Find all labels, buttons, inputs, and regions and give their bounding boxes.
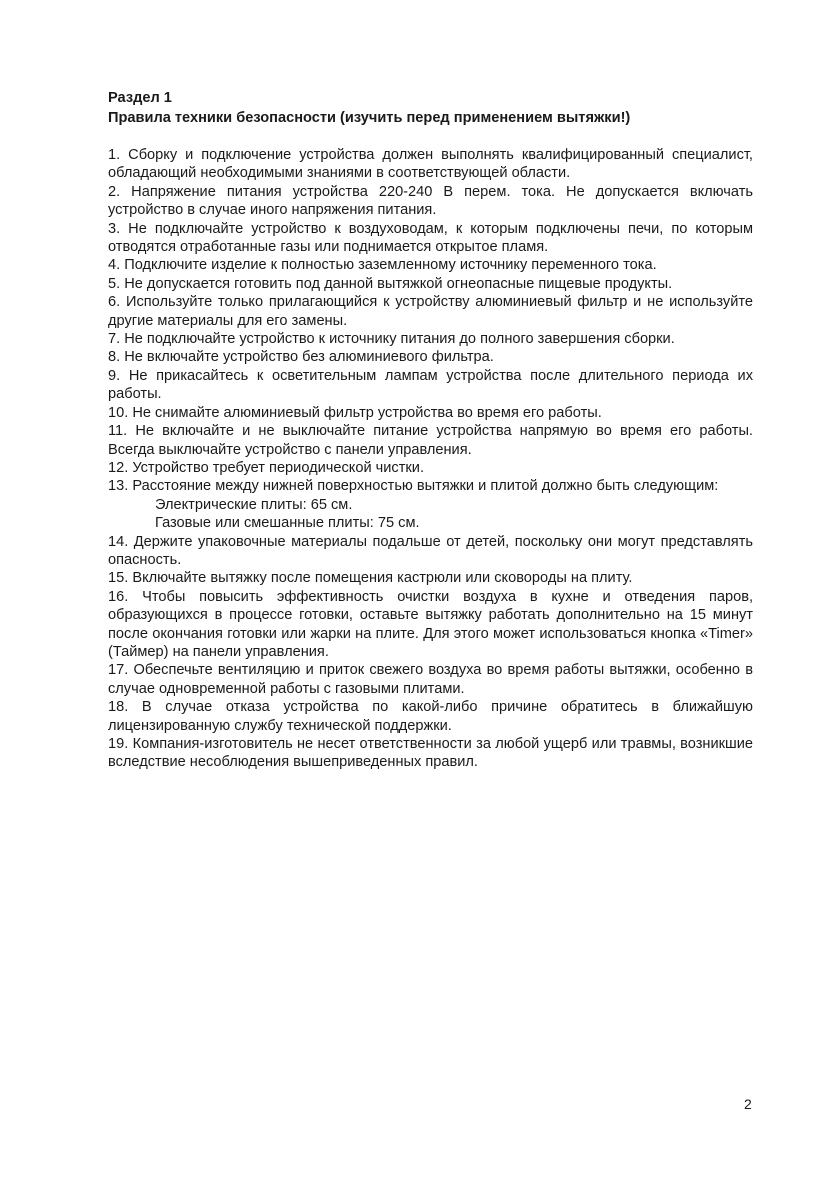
spacer — [108, 128, 753, 146]
rule-item: 14. Держите упаковочные материалы подальше от детей, поскольку они могут представлять опасность. — [108, 533, 753, 568]
section-label: Раздел 1 — [108, 90, 172, 106]
distance-electric: Электрические плиты: 65 см. — [155, 496, 353, 513]
rule-item: 1. Сборку и подключение устройства должен выполнять квалифицированный специалист, обладающий необходимыми знаниями в соответствующей области. — [108, 147, 753, 182]
distance-gas: Газовые или смешанные плиты: 75 см. — [155, 515, 420, 532]
section-title: Правила техники безопасности (изучить перед применением вытяжки!) — [108, 109, 631, 126]
rule-item: 8. Не включайте устройство без алюминиевого фильтра. — [108, 349, 494, 366]
rule-item: 12. Устройство требует периодической чистки. — [108, 459, 425, 476]
rule-item: 19. Компания-изготовитель не несет ответственности за любой ущерб или травмы, возникшие вследствие несоблюдения вышеприведенных правил. — [108, 736, 753, 771]
rule-item: 4. Подключите изделие к полностью заземленному источнику переменного тока. — [108, 257, 657, 274]
document-page — [108, 89, 753, 772]
rule-item: 6. Используйте только прилагающийся к устройству алюминиевый фильтр и не используйте другие материалы для его замены. — [108, 294, 753, 329]
rule-item: 11. Не включайте и не выключайте питание устройства напрямую во время его работы. Всегда выключайте устройство с панели управления. — [108, 423, 753, 458]
rule-item: 2. Напряжение питания устройства 220-240 В перем. тока. Не допускается включать устройство в случае иного напряжения питания. — [108, 183, 753, 219]
rule-item: 13. Расстояние между нижней поверхностью вытяжки и плитой должно быть следующим: — [108, 478, 719, 495]
rule-item: 17. Обеспечьте вентиляцию и приток свежего воздуха во время работы вытяжки, особенно в случае одновременной работы с газовыми плитами. — [108, 662, 753, 697]
page-number: 2 — [744, 1096, 752, 1112]
rule-item: 5. Не допускается готовить под данной вытяжкой огнеопасные пищевые продукты. — [108, 275, 673, 292]
rule-item: 7. Не подключайте устройство к источнику питания до полного завершения сборки. — [108, 331, 675, 348]
rule-item: 16. Чтобы повысить эффективность очистки воздуха в кухне и отведения паров, образующихся в процессе готовки, оставьте вытяжку работать дополнительно на 15 минут после окончания готовки или жарки на плите. Для этого может использоваться кнопка «Timer» (Таймер) на панели управления. — [108, 588, 753, 660]
rule-item: 3. Не подключайте устройство к воздуховодам, к которым подключены печи, по которым отводятся отработанные газы или поднимается открытое пламя. — [108, 220, 753, 256]
rule-item: 9. Не прикасайтесь к осветительным лампам устройства после длительного периода их работы. — [108, 367, 753, 403]
rule-item: 10. Не снимайте алюминиевый фильтр устройства во время его работы. — [108, 404, 602, 421]
rule-item: 18. В случае отказа устройства по какой-либо причине обратитесь в ближайшую лицензированную службу технической поддержки. — [108, 699, 753, 734]
rule-item: 15. Включайте вытяжку после помещения кастрюли или сковороды на плиту. — [108, 570, 633, 587]
